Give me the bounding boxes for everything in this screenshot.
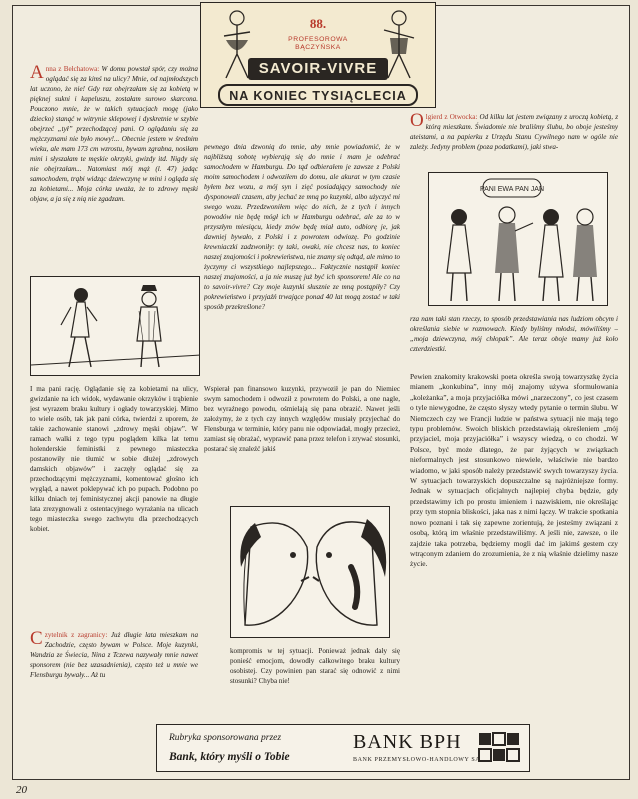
illustration-introduction [428, 172, 608, 306]
letter-text: W domu powstał spór, czy można oglądać się za kimś na ulicy? Mnie, od najmłodszych lat uczono, że nie! Gdy raz obejrzałam się za kobietą w pięknej sukni i kapeluszu, zostałam surowo skarcona. Pouczono mnie, że w takich sytuacjach mogę (jako dziecko) stanąć w witrynie sklepowej i dyskretnie w szybie obejrzeć „tył” przechodzącej pani. O oglądaniu się za mężczyznami nie było mowy!... Obecnie jestem w średnim wieku, ale mam 173 cm wzrostu, bywam zgrabna, nosiłam mini i słyszałam te męskie okrzyki, gwizdy itd. Nigdy się nie obejrzałam... Natomiast mój mąż (l. 47) jadąc samochodem, trąbi widząc dziewczynę w mini i ogląda się za kobietami... Moja córka uważa, że to zdrowy męski objaw, a ja się z nią nie zgadzam. [30, 65, 198, 203]
letter-text: Już długie lata mieszkam na Zachodzie, często bywam w Polsce. Moje kuzynki, Wandzia ze Świecia, Nina z Tczewa nazywały mnie nawet sponsorem (nie bez uzasadnienia), często też u mnie we Flensburgu bywały... Aż tu [30, 631, 198, 679]
drop-cap: O [410, 112, 424, 131]
illustration-two-women [230, 506, 390, 638]
answer-anna: I ma pani rację. Oglądanie się za kobietami na ulicy, gwizdanie na ich widok, wydawanie okrzyków i trąbienie jest wyrazem braku kultury i ogłady towarzyskiej. Mimo to wiele osób, tak jak pani córka, twierdzi z uporem, że takie zachowanie stanowi „zdrowy męski objaw”. W ramach walki z tego typu poglądem kilka lat temu holenderskie feministki z pewnego miasteczka postanowiły nie tłumić w sobie dłużej „zdrowych damskich objawów” i zaczęły oglądać się za przechodzącymi mężczyznami, komentować głośno ich wygląd, a nawet poklepywać ich po pupach. Podobno po kilku dniach tej feministycznej akcji panowie na długie lata zrezygnowali z ostentacyjnego wyrażania na ulicach tego miasteczka swego zachwytu dla przechodzących kobiet. [30, 385, 198, 533]
title-banner-top: SAVOIR-VIVRE [248, 58, 388, 80]
answer-reader-abroad: Wspierał pan finansowo kuzynki, przywoził je pan do Niemiec swym samochodem i odwoził z powrotem do Polski, a one nagle, bez wyraźnego powodu, ośmielają się pana obrazić. Nawet jeśli założymy, że z tych czy innych względów musiały przyjechać do Flensburga w terminie, który panu nie odpowiadał, mogły przecież, zamiast się obrażać, wyprawić pana przez telefon i zrywać stosunki, postarać się znaleźć jakiś [204, 385, 400, 453]
answer-olgierd: Pewien znakomity krakowski poeta określa swoją towarzyszkę życia mianem „konkubina”, inny mój znajomy używa sformułowania „koleżanka”, a moja przyjaciółka mówi „narzeczony”, co jest czasem o tyle niewygodne, że często słyszy wtedy pytanie o termin ślubu. W Niemczech czy we Francji ludzie w państwa sytuacji nie mają tego typu problemów. Swoich bliskich przedstawiają określeniem „mój przyjaciel, moja przyjaciółka” i wszyscy wiedzą, o co chodzi. W Polsce, być może dlatego, że par żyjących w związkach nieformalnych jest stosunkowo niewiele, właściwie nie bardzo wiadomo, w jaki sposób należy przedstawić swych towarzyszy życia. W sytuacjach towarzyskich dopuszczalne są najróżniejsze formy. Jednak w sytuacjach oficjalnych najlepiej chyba będzie, gdy przedstawimy ich po prostu imieniem i nazwiskiem, nie określając przy tym stopnia bliskości, jaka nas z nimi łączy. W trakcie spotkania nowo poznani i tak się zapewne zorientują, że jesteśmy związani z osobą, którą im właśnie przedstawiliśmy. A jeśli nie, zawsze, o ile zajdzie taka potrzeba, będziemy mogli dać im jakimś gestem czy wtrąconym zdaniem do zrozumienia, że z nią właśnie dzielimy nasze życie. [410, 372, 618, 569]
drop-cap: A [30, 64, 44, 83]
page-number: 20 [16, 784, 27, 796]
author-name: PROFESOROWA BĄCZYŃSKA [288, 36, 348, 51]
letter-sender: nna z Bełchatowa: [45, 65, 100, 73]
letter-text: Od kilku lat jestem związany z uroczą kobietą, z którą mieszkam. Świadomie nie braliśmy ślubu, bo oboje jesteśmy ateistami, a na papierku z Urzędu Stanu Cywilnego nam w ogóle nie zależy. Jedyny problem (poza podatkami), jaki stwa- [410, 113, 618, 151]
title-banner-bottom: NA KONIEC TYSIĄCLECIA [218, 84, 418, 106]
answer-reader-abroad-continued: kompromis w tej sytuacji. Ponieważ jednak dały się ponieść emocjom, dowodły całkowitego braku kultury osobistej. Czy powinien pan starać się odnowić z nimi stosunki? Chyba nie! [230, 647, 400, 685]
illustration-street [30, 276, 200, 376]
letter-olgierd-continued: rza nam taki stan rzeczy, to sposób przedstawiania nas ludziom obcym i określania siebie w rozmowach. Kiedy byliśmy młodsi, mówiliśmy – „moja dziewczyna, mój chłopak”. Ale teraz oboje mamy już koło czterdziestki. [410, 315, 618, 353]
letter-reader-abroad-continued: pewnego dnia dzwonią do mnie, aby mnie powiadomić, że w najbliższą sobotę wybierają się do mnie i mam je odebrać samochodem w Hamburgu. Do tąd odbierałem je zawsze z Polski moim samochodem i odwoziłem do domu, ale akurat w tym czasie byłem bez wozu, a mój syn i zięć posiadający samochody nie dysponowali czasem, aby jechać ze mną po kuzynki, albo użyczyć mi swego wozu. Przedzwoniłem więc do nich, że z tych i innych powodów nie będę mógł ich w Hamburgu odebrać, ale za to w przyszłym miesiącu, kiedy znów będę miał auto, odbiorę je, jak dawniej bywało, z Polski i z powrotem odwiozę. Po godzinie krewniaczki zadzwoniły: ty taki, owaki, nie chcesz nas, to koniec naszej znajomości i pokrewieństwa, nie znamy się odtąd, ale mimo to życzymy ci wszystkiego najlepszego... Faktycznie nastąpił koniec naszej znajomości, a ja nie muszę już być ich sponsorem! Ale co na to savoir-vivre? Czy moje kuzynki słusznie ze mną postąpiły? Czy pokrewieństwo i przyjaźń trwające ponad 40 lat mogą zostać w taki sposób przekreślone? [204, 143, 400, 311]
letter-sender: lgierd z Otwocka: [425, 113, 478, 121]
column-number: 88. [309, 16, 327, 31]
bank-logo-icon [475, 729, 523, 769]
bank-full-name: BANK PRZEMYSŁOWO-HANDLOWY SA [353, 757, 481, 763]
column-header [200, 2, 436, 110]
bank-logo-text: BANK BPH [353, 731, 462, 753]
letter-reader-abroad [30, 630, 198, 714]
sponsor-box [156, 724, 530, 772]
sponsor-slogan: Bank, który myśli o Tobie [169, 751, 290, 763]
letter-anna [30, 64, 198, 270]
letter-olgierd [410, 112, 618, 168]
drop-cap: C [30, 630, 43, 649]
sponsor-intro: Rubryka sponsorowana przez [169, 733, 282, 743]
letter-sender: zytelnik z zagranicy: [44, 631, 108, 639]
speech-bubble-text: PANI EWA PAN JAN [479, 186, 545, 193]
